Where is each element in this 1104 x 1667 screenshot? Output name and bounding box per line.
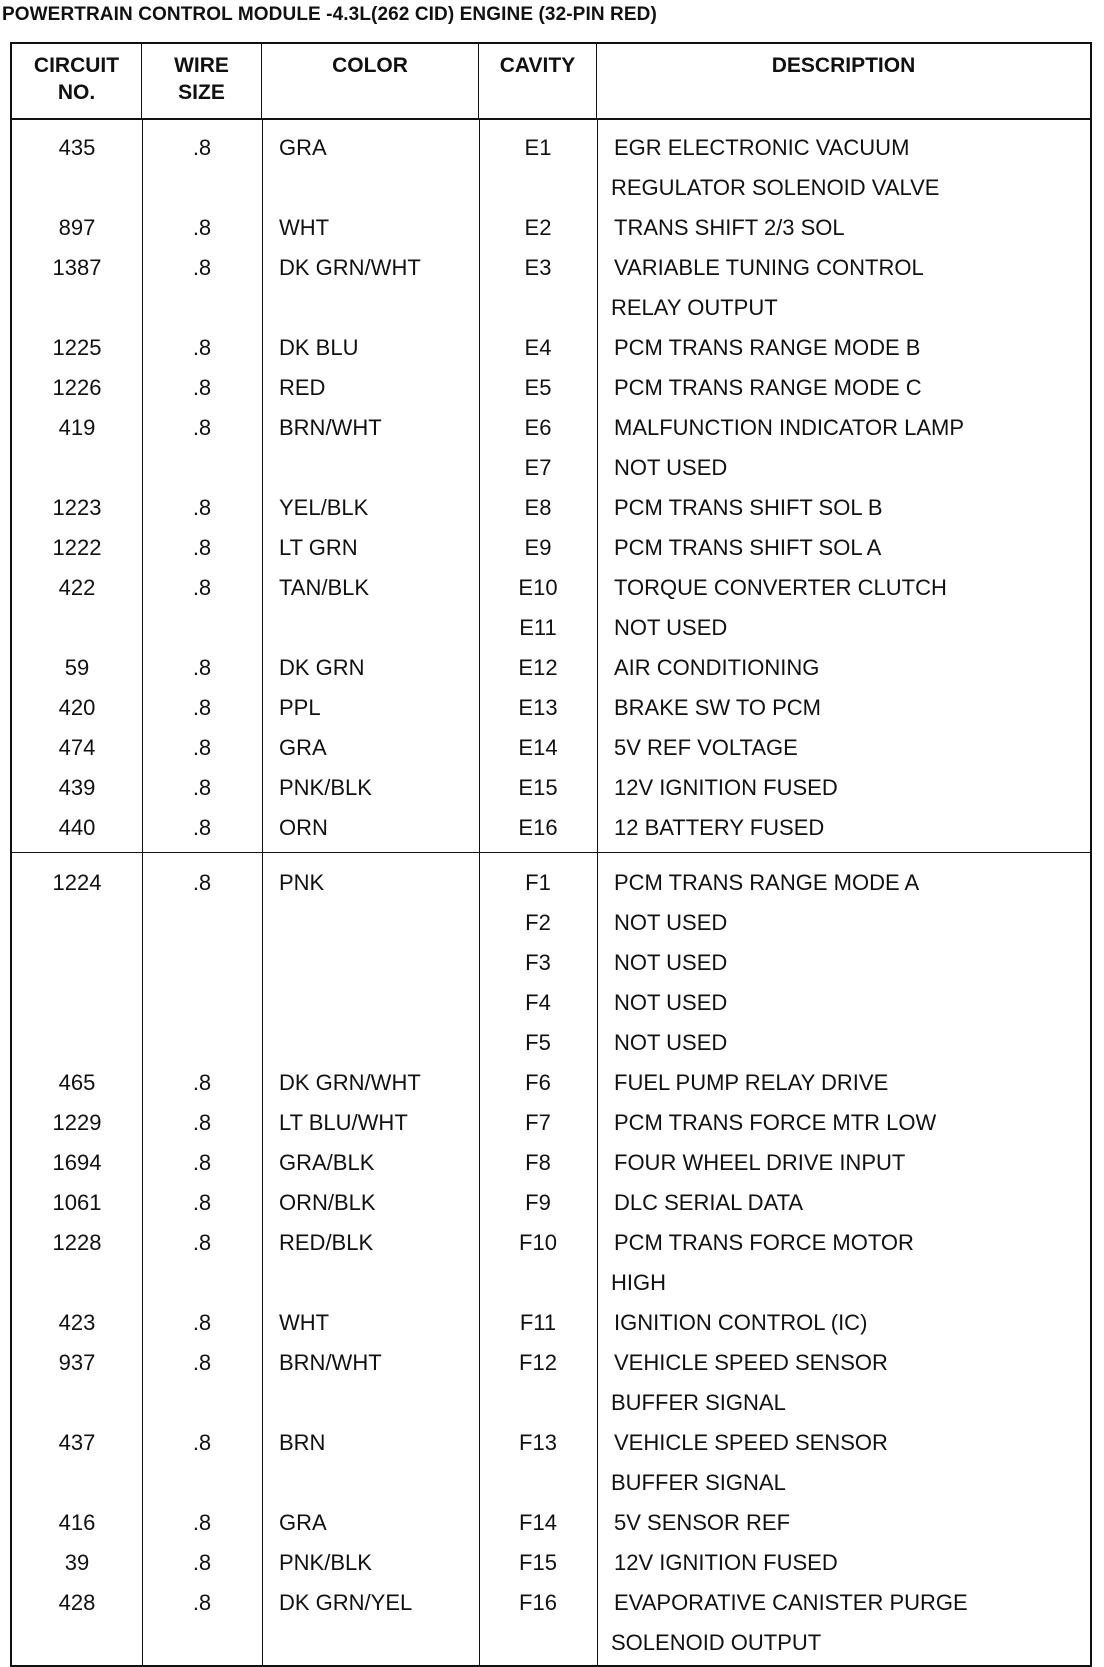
circuit-number xyxy=(12,1263,142,1303)
circuit-number: 440 xyxy=(58,815,96,840)
description: 12 BATTERY FUSED xyxy=(614,815,825,840)
table-row xyxy=(12,943,1090,983)
circuit-number: 423 xyxy=(58,1310,96,1335)
header-description: DESCRIPTION xyxy=(771,54,916,77)
wire-color: DK GRN xyxy=(279,655,365,680)
circuit-number: 428 xyxy=(58,1590,96,1615)
circuit-number: 1224 xyxy=(52,870,102,895)
table-row xyxy=(12,983,1090,1023)
table-row xyxy=(12,208,1090,248)
wire-color xyxy=(262,288,479,328)
table-row-continuation xyxy=(12,1623,1090,1663)
description: BRAKE SW TO PCM xyxy=(614,695,822,720)
cavity-id: F11 xyxy=(519,1310,557,1335)
table-row xyxy=(12,1423,1090,1463)
wire-color: DK BLU xyxy=(279,335,359,360)
description: NOT USED xyxy=(614,1030,728,1055)
table-row-continuation xyxy=(12,1463,1090,1503)
circuit-number: 1387 xyxy=(52,255,102,280)
description: RELAY OUTPUT xyxy=(611,295,778,320)
table-row xyxy=(12,688,1090,728)
wire-size xyxy=(142,288,262,328)
section-f xyxy=(12,853,1090,1665)
page-title: POWERTRAIN CONTROL MODULE -4.3L(262 CID) ENGINE (32-PIN RED) xyxy=(2,4,657,25)
cavity-id: E5 xyxy=(524,375,552,400)
table-row xyxy=(12,1223,1090,1263)
circuit-number: 39 xyxy=(64,1550,90,1575)
wire-size: .8 xyxy=(192,695,212,720)
header-color: COLOR xyxy=(262,44,479,118)
circuit-number: 1223 xyxy=(52,495,102,520)
description: 12V IGNITION FUSED xyxy=(614,775,838,800)
wire-size: .8 xyxy=(192,415,212,440)
wire-color: BRN xyxy=(279,1430,326,1455)
circuit-number: 439 xyxy=(58,775,96,800)
wire-color: RED/BLK xyxy=(279,1230,374,1255)
wire-size xyxy=(142,448,262,488)
row-group xyxy=(12,863,1090,1663)
table-row xyxy=(12,528,1090,568)
circuit-number xyxy=(12,288,142,328)
wire-color: PNK xyxy=(279,870,325,895)
cavity-id: F3 xyxy=(525,950,551,975)
wire-color: WHT xyxy=(279,215,330,240)
table-row xyxy=(12,1543,1090,1583)
table-row xyxy=(12,1143,1090,1183)
wire-size xyxy=(142,1463,262,1503)
circuit-number: 59 xyxy=(64,655,90,680)
description: 5V REF VOLTAGE xyxy=(614,735,798,760)
cavity-id: E3 xyxy=(524,255,552,280)
table-row xyxy=(12,1103,1090,1143)
header-cavity: CAVITY xyxy=(479,44,597,118)
description: AIR CONDITIONING xyxy=(614,655,820,680)
cavity-id: F5 xyxy=(525,1030,551,1055)
circuit-number: 465 xyxy=(58,1070,96,1095)
description: PCM TRANS SHIFT SOL B xyxy=(614,495,883,520)
cavity-id: E11 xyxy=(519,615,557,640)
table-header xyxy=(12,44,1090,120)
table-row xyxy=(12,1583,1090,1623)
cavity-id: E14 xyxy=(518,735,558,760)
circuit-number: 937 xyxy=(58,1350,96,1375)
table-row-continuation xyxy=(12,1263,1090,1303)
table-row xyxy=(12,328,1090,368)
circuit-number: 1226 xyxy=(52,375,102,400)
description: EGR ELECTRONIC VACUUM xyxy=(614,135,910,160)
wire-color xyxy=(262,983,479,1023)
description: VARIABLE TUNING CONTROL xyxy=(614,255,924,280)
circuit-number: 416 xyxy=(58,1510,96,1535)
description: NOT USED xyxy=(614,950,728,975)
wire-color: YEL/BLK xyxy=(279,495,369,520)
wire-color: PNK/BLK xyxy=(279,775,372,800)
cavity-id: E13 xyxy=(518,695,558,720)
wire-size: .8 xyxy=(192,1510,212,1535)
wire-size xyxy=(142,608,262,648)
wire-size: .8 xyxy=(192,575,212,600)
description: PCM TRANS RANGE MODE B xyxy=(614,335,921,360)
description: FUEL PUMP RELAY DRIVE xyxy=(614,1070,889,1095)
wire-color xyxy=(262,1263,479,1303)
cavity-id: E12 xyxy=(518,655,558,680)
description: BUFFER SIGNAL xyxy=(611,1470,786,1495)
cavity-id: E7 xyxy=(524,455,552,480)
table-row xyxy=(12,488,1090,528)
circuit-number: 1228 xyxy=(52,1230,102,1255)
wire-size: .8 xyxy=(192,135,212,160)
table-row-continuation xyxy=(12,168,1090,208)
description: NOT USED xyxy=(614,910,728,935)
description: NOT USED xyxy=(614,990,728,1015)
circuit-number: 435 xyxy=(58,135,96,160)
cavity-id: F8 xyxy=(525,1150,551,1175)
table-row xyxy=(12,1063,1090,1103)
wire-color xyxy=(262,903,479,943)
cavity-id: F6 xyxy=(525,1070,551,1095)
table-row xyxy=(12,608,1090,648)
wire-color: DK GRN/WHT xyxy=(279,1070,421,1095)
description: DLC SERIAL DATA xyxy=(614,1190,804,1215)
description: IGNITION CONTROL (IC) xyxy=(614,1310,868,1335)
description: 12V IGNITION FUSED xyxy=(614,1550,838,1575)
wire-color: RED xyxy=(279,375,326,400)
table-row xyxy=(12,408,1090,448)
description: PCM TRANS RANGE MODE C xyxy=(614,375,922,400)
cavity-id xyxy=(479,288,597,328)
header-circuit-no: CIRCUIT NO. xyxy=(12,44,142,118)
section-e xyxy=(12,120,1090,853)
description: HIGH xyxy=(611,1270,666,1295)
description: FOUR WHEEL DRIVE INPUT xyxy=(614,1150,906,1175)
circuit-number xyxy=(12,1383,142,1423)
description: TRANS SHIFT 2/3 SOL xyxy=(614,215,845,240)
circuit-number: 1229 xyxy=(52,1110,102,1135)
header-wire-size: WIRE SIZE xyxy=(142,44,262,118)
description: NOT USED xyxy=(614,615,728,640)
table-row xyxy=(12,1503,1090,1543)
wire-color: TAN/BLK xyxy=(279,575,370,600)
circuit-number: 420 xyxy=(58,695,96,720)
description: NOT USED xyxy=(614,455,728,480)
circuit-number: 1061 xyxy=(52,1190,102,1215)
wire-color: PPL xyxy=(279,695,321,720)
circuit-number: 1694 xyxy=(52,1150,102,1175)
table-row xyxy=(12,368,1090,408)
circuit-number: 897 xyxy=(58,215,96,240)
wire-size: .8 xyxy=(192,535,212,560)
wire-color xyxy=(262,448,479,488)
cavity-id: F16 xyxy=(519,1590,557,1615)
wire-size: .8 xyxy=(192,495,212,520)
wire-size: .8 xyxy=(192,215,212,240)
table-row xyxy=(12,1023,1090,1063)
circuit-number xyxy=(12,943,142,983)
circuit-number: 419 xyxy=(58,415,96,440)
wire-size: .8 xyxy=(192,870,212,895)
wire-size: .8 xyxy=(192,1310,212,1335)
description: TORQUE CONVERTER CLUTCH xyxy=(614,575,947,600)
table-row xyxy=(12,568,1090,608)
circuit-number: 422 xyxy=(58,575,96,600)
circuit-number xyxy=(12,983,142,1023)
wire-size: .8 xyxy=(192,815,212,840)
cavity-id: F2 xyxy=(525,910,551,935)
cavity-id: E4 xyxy=(524,335,552,360)
row-group xyxy=(12,128,1090,848)
wire-color: GRA/BLK xyxy=(279,1150,375,1175)
wire-size: .8 xyxy=(192,1190,212,1215)
wire-color xyxy=(262,1463,479,1503)
wire-size xyxy=(142,168,262,208)
circuit-number xyxy=(12,903,142,943)
circuit-number: 437 xyxy=(58,1430,96,1455)
wire-color xyxy=(262,1383,479,1423)
cavity-id: F12 xyxy=(519,1350,557,1375)
circuit-number: 1222 xyxy=(52,535,102,560)
wire-color: DK GRN/WHT xyxy=(279,255,421,280)
wire-color: ORN xyxy=(279,815,328,840)
table-row xyxy=(12,128,1090,168)
wire-size xyxy=(142,983,262,1023)
table-row xyxy=(12,1303,1090,1343)
wire-size xyxy=(142,1623,262,1663)
circuit-number xyxy=(12,608,142,648)
description: REGULATOR SOLENOID VALVE xyxy=(611,175,940,200)
wire-color: LT BLU/WHT xyxy=(279,1110,408,1135)
wire-color: GRA xyxy=(279,735,327,760)
cavity-id xyxy=(479,1463,597,1503)
cavity-id: F13 xyxy=(519,1430,557,1455)
description: EVAPORATIVE CANISTER PURGE xyxy=(614,1590,968,1615)
pinout-table xyxy=(10,42,1092,1667)
table-row-continuation xyxy=(12,288,1090,328)
description: VEHICLE SPEED SENSOR xyxy=(614,1430,888,1455)
wire-color: BRN/WHT xyxy=(279,415,382,440)
table-row-continuation xyxy=(12,1383,1090,1423)
cavity-id: F7 xyxy=(525,1110,551,1135)
wire-size: .8 xyxy=(192,655,212,680)
wire-size: .8 xyxy=(192,1150,212,1175)
cavity-id: F9 xyxy=(525,1190,551,1215)
circuit-number xyxy=(12,448,142,488)
circuit-number: 1225 xyxy=(52,335,102,360)
cavity-id: E8 xyxy=(524,495,552,520)
table-row xyxy=(12,648,1090,688)
wire-color: ORN/BLK xyxy=(279,1190,376,1215)
wire-color xyxy=(262,1023,479,1063)
wire-size: .8 xyxy=(192,1110,212,1135)
wire-size xyxy=(142,903,262,943)
circuit-number xyxy=(12,1463,142,1503)
wire-size: .8 xyxy=(192,255,212,280)
cavity-id: F1 xyxy=(525,870,551,895)
wire-size xyxy=(142,1263,262,1303)
description: PCM TRANS FORCE MTR LOW xyxy=(614,1110,937,1135)
wire-color: DK GRN/YEL xyxy=(279,1590,413,1615)
wire-color: GRA xyxy=(279,1510,327,1535)
cavity-id xyxy=(479,1383,597,1423)
cavity-id: E15 xyxy=(518,775,558,800)
wire-color: PNK/BLK xyxy=(279,1550,372,1575)
wire-size: .8 xyxy=(192,1590,212,1615)
wire-color: LT GRN xyxy=(279,535,358,560)
description: 5V SENSOR REF xyxy=(614,1510,791,1535)
cavity-id xyxy=(479,168,597,208)
cavity-id: E6 xyxy=(524,415,552,440)
wire-color xyxy=(262,168,479,208)
wire-color: GRA xyxy=(279,135,327,160)
wire-size: .8 xyxy=(192,775,212,800)
cavity-id: E16 xyxy=(518,815,558,840)
wire-color xyxy=(262,1623,479,1663)
wire-size: .8 xyxy=(192,1550,212,1575)
circuit-number xyxy=(12,168,142,208)
description: PCM TRANS SHIFT SOL A xyxy=(614,535,882,560)
wire-size: .8 xyxy=(192,335,212,360)
wire-color xyxy=(262,943,479,983)
table-row xyxy=(12,728,1090,768)
description: MALFUNCTION INDICATOR LAMP xyxy=(614,415,964,440)
cavity-id: E1 xyxy=(524,135,552,160)
cavity-id: F10 xyxy=(519,1230,557,1255)
description: PCM TRANS RANGE MODE A xyxy=(614,870,920,895)
wire-size: .8 xyxy=(192,735,212,760)
cavity-id: F14 xyxy=(519,1510,557,1535)
table-row xyxy=(12,448,1090,488)
description: BUFFER SIGNAL xyxy=(611,1390,786,1415)
cavity-id xyxy=(479,1623,597,1663)
wire-size xyxy=(142,1023,262,1063)
wire-size xyxy=(142,1383,262,1423)
wire-size: .8 xyxy=(192,375,212,400)
table-row xyxy=(12,808,1090,848)
cavity-id: F4 xyxy=(525,990,551,1015)
table-row xyxy=(12,903,1090,943)
description: VEHICLE SPEED SENSOR xyxy=(614,1350,888,1375)
circuit-number xyxy=(12,1623,142,1663)
wire-size xyxy=(142,943,262,983)
table-row xyxy=(12,768,1090,808)
wire-color: WHT xyxy=(279,1310,330,1335)
wire-size: .8 xyxy=(192,1430,212,1455)
wire-color: BRN/WHT xyxy=(279,1350,382,1375)
cavity-id xyxy=(479,1263,597,1303)
table-row xyxy=(12,863,1090,903)
cavity-id: E2 xyxy=(524,215,552,240)
wire-size: .8 xyxy=(192,1070,212,1095)
table-row xyxy=(12,248,1090,288)
description: SOLENOID OUTPUT xyxy=(611,1630,822,1655)
circuit-number xyxy=(12,1023,142,1063)
circuit-number: 474 xyxy=(58,735,96,760)
cavity-id: E10 xyxy=(518,575,558,600)
cavity-id: E9 xyxy=(524,535,552,560)
table-row xyxy=(12,1343,1090,1383)
wire-size: .8 xyxy=(192,1230,212,1255)
wire-color xyxy=(262,608,479,648)
cavity-id: F15 xyxy=(519,1550,557,1575)
wire-size: .8 xyxy=(192,1350,212,1375)
description: PCM TRANS FORCE MOTOR xyxy=(614,1230,914,1255)
table-row xyxy=(12,1183,1090,1223)
